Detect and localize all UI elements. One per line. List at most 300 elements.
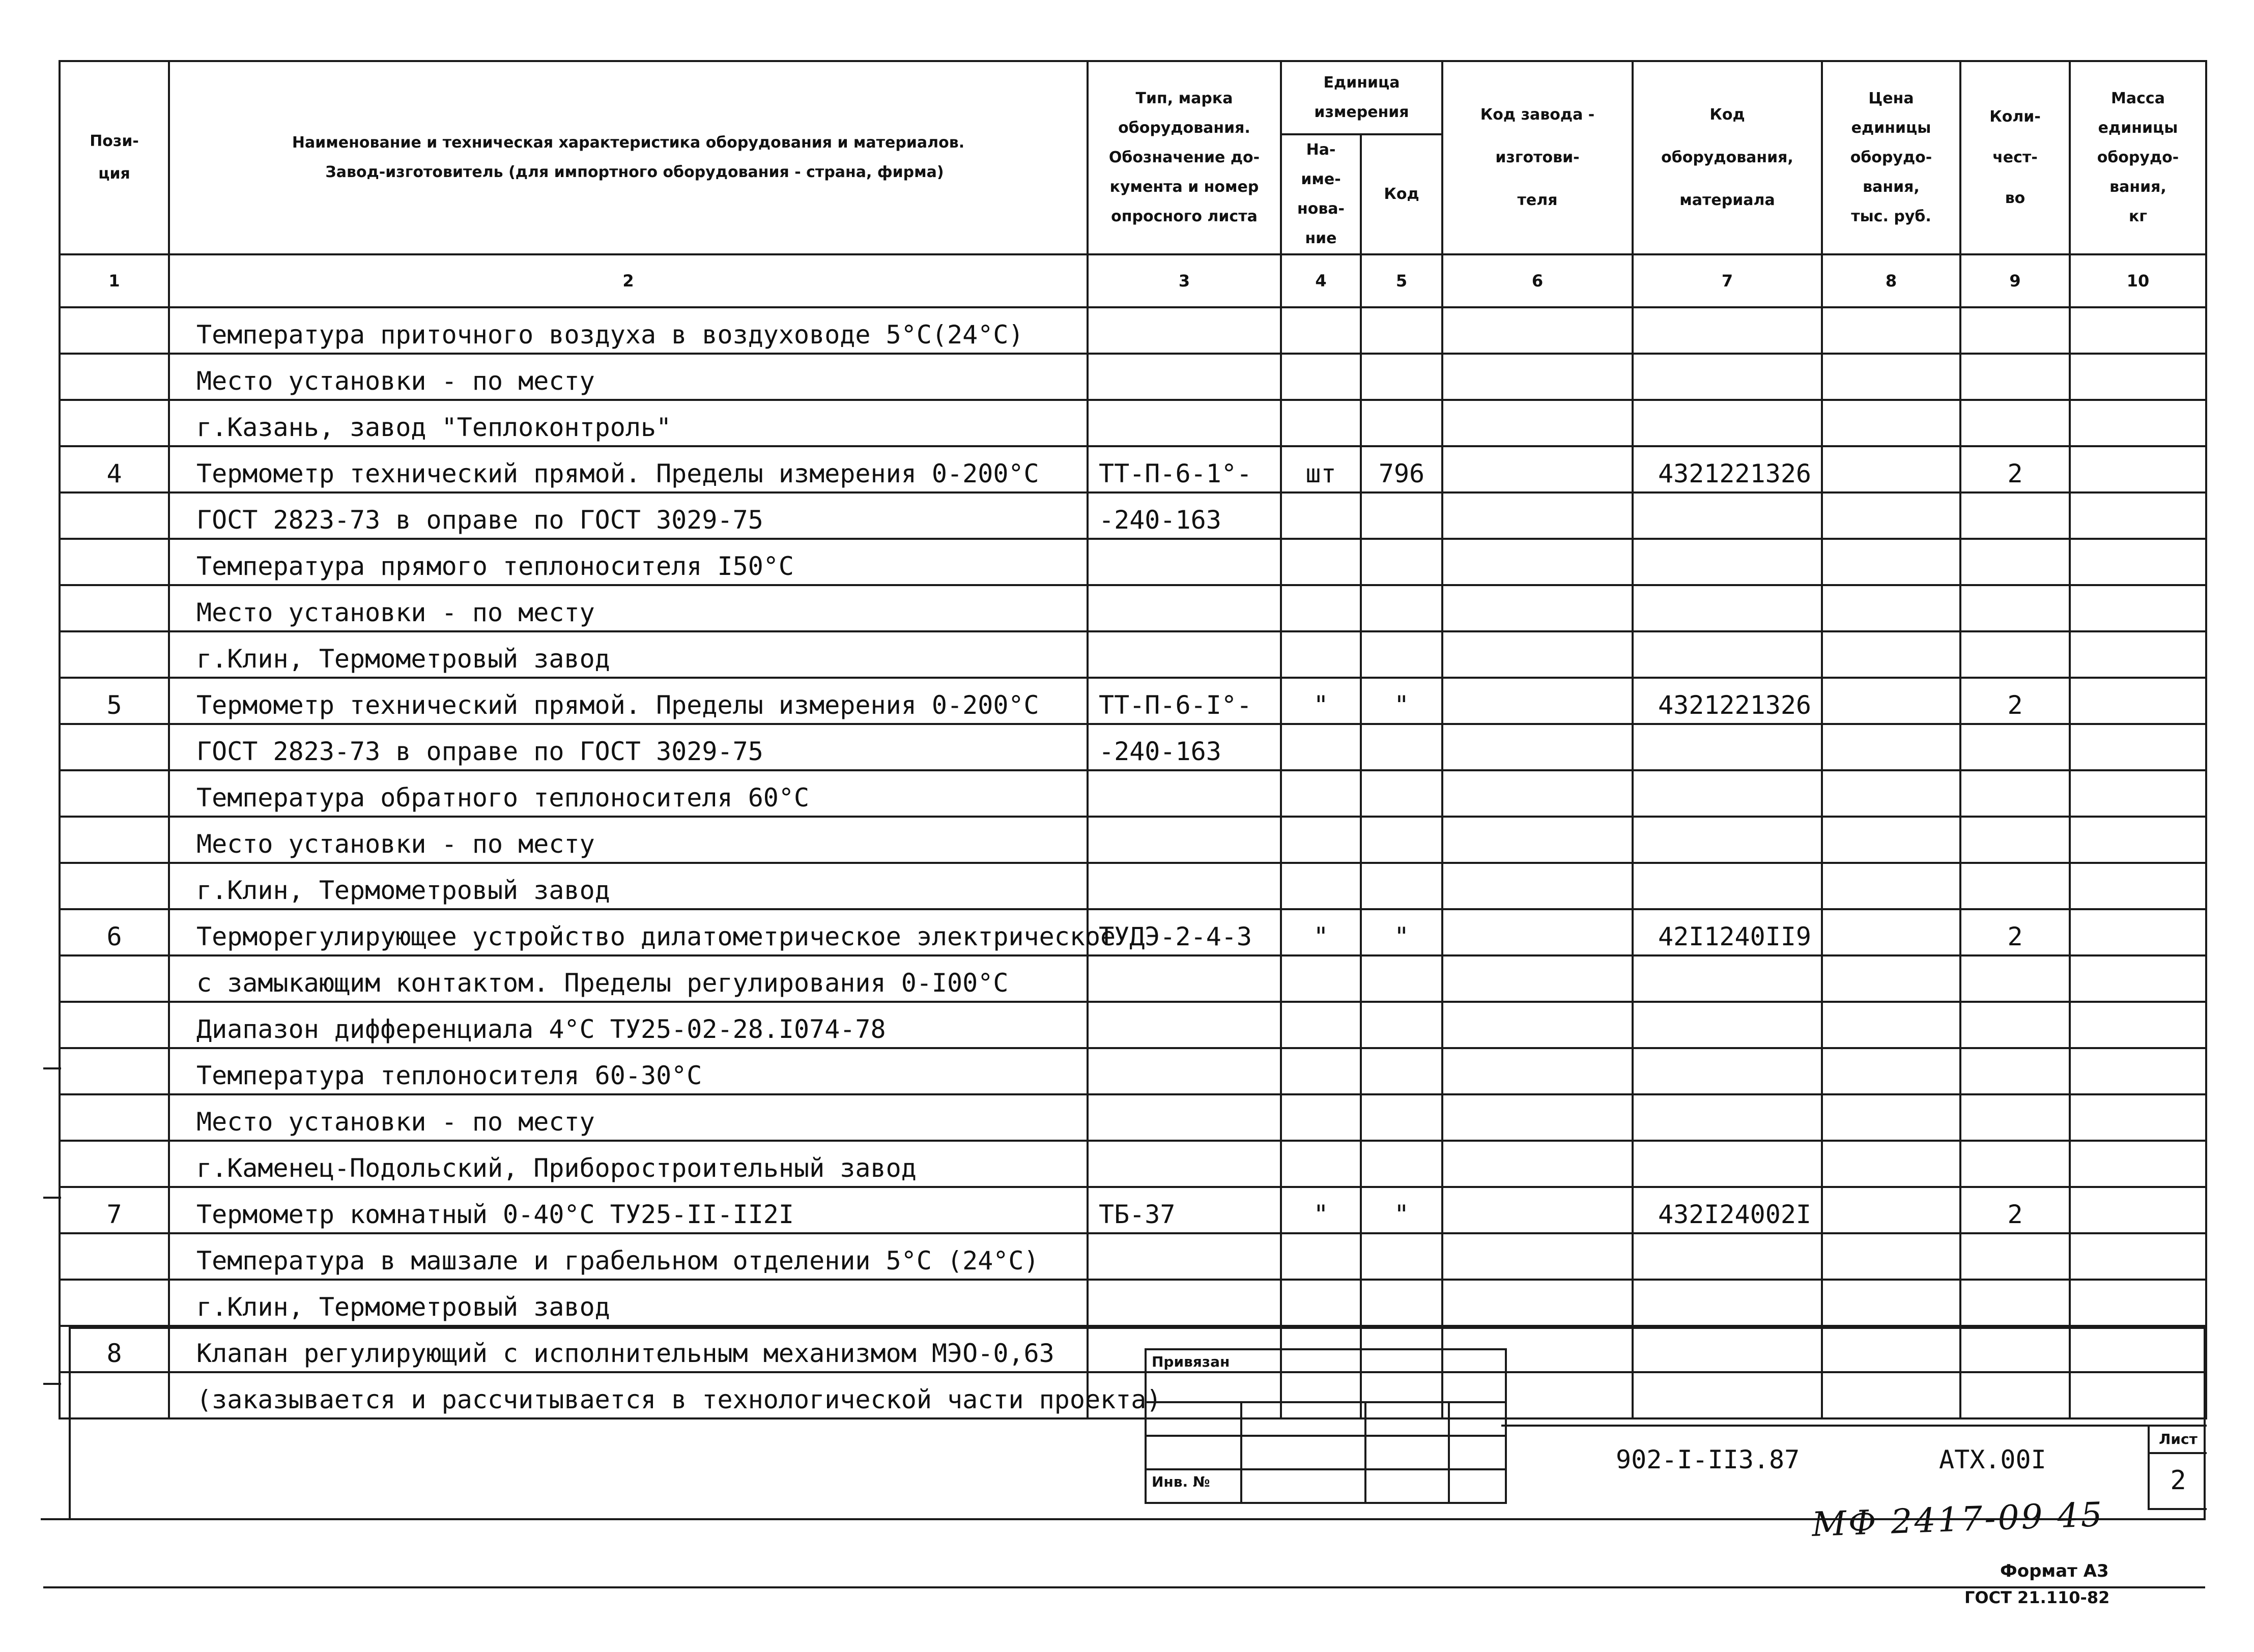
type-cell (1088, 1002, 1281, 1048)
equipment-code-cell (1633, 863, 1822, 909)
sheet-label: Лист (2150, 1427, 2207, 1454)
quantity-cell (1960, 354, 2070, 400)
quantity-cell (1960, 307, 2070, 354)
position-cell: 4 (60, 446, 169, 492)
equipment-code-cell (1633, 1094, 1822, 1141)
unit-name-cell: " (1281, 678, 1361, 724)
table-row (60, 1326, 2206, 1372)
type-cell (1088, 817, 1281, 863)
position-cell (60, 1048, 169, 1094)
quantity-cell (1960, 1372, 2070, 1418)
frame-left-border (69, 1327, 71, 1520)
position-cell: 7 (60, 1187, 169, 1233)
item-name-cell: Место установки - по месту (169, 354, 1088, 400)
item-name-cell: Диапазон дифференциала 4°C ТУ25-02-28.I074-78 (169, 1002, 1088, 1048)
gost-label: ГОСТ 21.110-82 (1964, 1588, 2110, 1607)
maker-code-cell (1442, 307, 1633, 354)
price-cell (1822, 1094, 1960, 1141)
unit-code-cell (1361, 955, 1442, 1002)
position-cell (60, 770, 169, 817)
unit-code-cell (1361, 400, 1442, 446)
item-name-cell: Термометр технический прямой. Пределы измерения 0-200°C (169, 678, 1088, 724)
equipment-code-cell (1633, 1280, 1822, 1326)
unit-name-cell (1281, 1280, 1361, 1326)
item-name-cell: Терморегулирующее устройство дилатометрическое электрическое (169, 909, 1088, 955)
col-position-header: Пози- ция (60, 61, 169, 254)
unit-code-cell (1361, 1280, 1442, 1326)
table-bottom-border (69, 1327, 2205, 1329)
equipment-spec-table (59, 60, 2207, 1419)
quantity-cell (1960, 770, 2070, 817)
column-number: 8 (1822, 254, 1960, 307)
equipment-code-cell (1633, 400, 1822, 446)
project-code: 902-I-II3.87 (1616, 1445, 1800, 1474)
table-row (60, 909, 2206, 955)
unit-name-cell (1281, 1141, 1361, 1187)
position-cell (60, 1141, 169, 1187)
unit-name-cell (1281, 1094, 1361, 1141)
mass-cell (2070, 1280, 2206, 1326)
table-row (60, 1233, 2206, 1280)
item-name-cell: (заказывается и рассчитывается в технологической части проекта) (169, 1372, 1088, 1418)
item-name-cell: Температура обратного теплоносителя 60°C (169, 770, 1088, 817)
item-name-cell: Место установки - по месту (169, 585, 1088, 631)
quantity-cell (1960, 631, 2070, 678)
price-cell (1822, 1372, 1960, 1418)
unit-code-cell: " (1361, 909, 1442, 955)
equipment-code-cell: 4321221326 (1633, 446, 1822, 492)
mass-cell (2070, 307, 2206, 354)
table-row (60, 1094, 2206, 1141)
mass-cell (2070, 1048, 2206, 1094)
quantity-cell (1960, 400, 2070, 446)
table-row (60, 817, 2206, 863)
position-cell (60, 585, 169, 631)
type-cell (1088, 631, 1281, 678)
table-row (60, 1141, 2206, 1187)
col-name-header-line2: Завод-изготовитель (для импортного оборудования - страна, фирма) (325, 163, 944, 181)
col-mass-header: Масса единицы оборудо- вания, кг (2070, 61, 2206, 254)
price-cell (1822, 1326, 1960, 1372)
sheet-number-box (2148, 1425, 2207, 1510)
col-type-header: Тип, марка оборудования. Обозначение до- кумента и номер опросного листа (1088, 61, 1281, 254)
table-row (60, 770, 2206, 817)
maker-code-cell (1442, 631, 1633, 678)
unit-name-cell (1281, 400, 1361, 446)
table-row (60, 955, 2206, 1002)
equipment-code-cell: 432I24002I (1633, 1187, 1822, 1233)
unit-code-cell (1361, 1233, 1442, 1280)
equipment-code-cell (1633, 1233, 1822, 1280)
sheet-number: 2 (2170, 1465, 2186, 1496)
unit-code-cell (1361, 585, 1442, 631)
price-cell (1822, 631, 1960, 678)
col-price-header: Цена единицы оборудо- вания, тыс. руб. (1822, 61, 1960, 254)
unit-name-cell (1281, 354, 1361, 400)
mass-cell (2070, 1233, 2206, 1280)
unit-code-cell (1361, 1048, 1442, 1094)
unit-code-cell (1361, 724, 1442, 770)
item-name-cell: Клапан регулирующий с исполнительным механизмом МЭО-0,63 (169, 1326, 1088, 1372)
unit-code-cell (1361, 539, 1442, 585)
col-quantity-header: Коли- чест- во (1960, 61, 2070, 254)
unit-name-cell (1281, 585, 1361, 631)
quantity-cell: 2 (1960, 1187, 2070, 1233)
col-unit-header: Единица измерения (1281, 61, 1442, 134)
equipment-code-cell (1633, 354, 1822, 400)
item-name-cell: г.Клин, Термометровый завод (169, 863, 1088, 909)
mass-cell (2070, 770, 2206, 817)
spec-table-body (60, 307, 2206, 1418)
quantity-cell (1960, 1002, 2070, 1048)
type-cell (1088, 307, 1281, 354)
column-number: 9 (1960, 254, 2070, 307)
unit-code-cell (1361, 1094, 1442, 1141)
table-row (60, 1048, 2206, 1094)
quantity-cell (1960, 817, 2070, 863)
quantity-cell (1960, 539, 2070, 585)
maker-code-cell (1442, 1094, 1633, 1141)
unit-code-cell (1361, 307, 1442, 354)
column-number: 6 (1442, 254, 1633, 307)
equipment-code-cell (1633, 1372, 1822, 1418)
quantity-cell (1960, 1094, 2070, 1141)
unit-name-cell: " (1281, 909, 1361, 955)
equipment-code-cell (1633, 724, 1822, 770)
unit-name-cell (1281, 817, 1361, 863)
equipment-code-cell (1633, 817, 1822, 863)
price-cell (1822, 1002, 1960, 1048)
maker-code-cell (1442, 863, 1633, 909)
item-name-cell: г.Каменец-Подольский, Приборостроительный завод (169, 1141, 1088, 1187)
table-row (60, 307, 2206, 354)
mass-cell (2070, 354, 2206, 400)
unit-code-cell: " (1361, 1187, 1442, 1233)
quantity-cell (1960, 492, 2070, 539)
type-cell: ТТ-П-6-1°- (1088, 446, 1281, 492)
table-row (60, 1280, 2206, 1326)
document-code: АТХ.00I (1939, 1445, 2046, 1474)
position-cell (60, 400, 169, 446)
unit-code-cell (1361, 1002, 1442, 1048)
type-cell: ТТ-П-6-I°- (1088, 678, 1281, 724)
table-row (60, 446, 2206, 492)
quantity-cell (1960, 955, 2070, 1002)
table-row (60, 1002, 2206, 1048)
unit-name-cell (1281, 631, 1361, 678)
item-name-cell: Температура прямого теплоносителя I50°C (169, 539, 1088, 585)
mass-cell (2070, 817, 2206, 863)
equipment-code-cell (1633, 539, 1822, 585)
price-cell (1822, 817, 1960, 863)
mass-cell (2070, 1187, 2206, 1233)
quantity-cell: 2 (1960, 909, 2070, 955)
mass-cell (2070, 1141, 2206, 1187)
unit-name-cell: " (1281, 1187, 1361, 1233)
position-cell (60, 1094, 169, 1141)
margin-tick (43, 1067, 61, 1069)
maker-code-cell (1442, 446, 1633, 492)
table-row (60, 631, 2206, 678)
table-row (60, 354, 2206, 400)
header-row (60, 61, 2206, 134)
equipment-code-cell: 4321221326 (1633, 678, 1822, 724)
quantity-cell: 2 (1960, 446, 2070, 492)
price-cell (1822, 724, 1960, 770)
unit-code-cell: " (1361, 678, 1442, 724)
unit-name-cell (1281, 1002, 1361, 1048)
mass-cell (2070, 400, 2206, 446)
mass-cell (2070, 631, 2206, 678)
position-cell (60, 724, 169, 770)
type-cell (1088, 1048, 1281, 1094)
type-cell (1088, 863, 1281, 909)
maker-code-cell (1442, 354, 1633, 400)
item-name-cell: г.Клин, Термометровый завод (169, 1280, 1088, 1326)
equipment-code-cell: 42I1240II9 (1633, 909, 1822, 955)
maker-code-cell (1442, 1048, 1633, 1094)
column-number: 2 (169, 254, 1088, 307)
maker-code-cell (1442, 539, 1633, 585)
mass-cell (2070, 724, 2206, 770)
col-equipment-code-header: Код оборудования, материала (1633, 61, 1822, 254)
unit-code-cell (1361, 631, 1442, 678)
type-cell (1088, 585, 1281, 631)
equipment-code-cell (1633, 770, 1822, 817)
price-cell (1822, 955, 1960, 1002)
unit-name-cell (1281, 770, 1361, 817)
unit-name-cell: шт (1281, 446, 1361, 492)
item-name-cell: Температура теплоносителя 60-30°C (169, 1048, 1088, 1094)
price-cell (1822, 1048, 1960, 1094)
inventory-number-label: Инв. № (1146, 1469, 1241, 1503)
maker-code-cell (1442, 492, 1633, 539)
position-cell (60, 1372, 169, 1418)
mass-cell (2070, 863, 2206, 909)
page-bottom-line (43, 1586, 2205, 1588)
unit-code-cell (1361, 817, 1442, 863)
type-cell: -240-163 (1088, 492, 1281, 539)
maker-code-cell (1442, 909, 1633, 955)
maker-code-cell (1442, 400, 1633, 446)
table-row (60, 724, 2206, 770)
col-name-header-line1: Наименование и техническая характеристика оборудования и материалов. (292, 134, 965, 152)
mass-cell (2070, 1326, 2206, 1372)
quantity-cell (1960, 1280, 2070, 1326)
title-block-top-line (1501, 1425, 2148, 1427)
approval-stamp (1145, 1348, 1507, 1504)
equipment-code-cell (1633, 1326, 1822, 1372)
column-number: 3 (1088, 254, 1281, 307)
mass-cell (2070, 955, 2206, 1002)
price-cell (1822, 492, 1960, 539)
price-cell (1822, 1233, 1960, 1280)
price-cell (1822, 307, 1960, 354)
mass-cell (2070, 678, 2206, 724)
position-cell (60, 354, 169, 400)
quantity-cell (1960, 724, 2070, 770)
item-name-cell: г.Клин, Термометровый завод (169, 631, 1088, 678)
item-name-cell: Место установки - по месту (169, 1094, 1088, 1141)
type-cell: ТБ-37 (1088, 1187, 1281, 1233)
position-cell (60, 1280, 169, 1326)
price-cell (1822, 863, 1960, 909)
maker-code-cell (1442, 1280, 1633, 1326)
equipment-code-cell (1633, 307, 1822, 354)
item-name-cell: Температура приточного воздуха в воздуховоде 5°C(24°C) (169, 307, 1088, 354)
position-cell (60, 1002, 169, 1048)
quantity-cell (1960, 1326, 2070, 1372)
mass-cell (2070, 1372, 2206, 1418)
unit-name-cell (1281, 492, 1361, 539)
maker-code-cell (1442, 724, 1633, 770)
type-cell (1088, 539, 1281, 585)
type-cell (1088, 770, 1281, 817)
column-number: 4 (1281, 254, 1361, 307)
column-number-row (60, 254, 2206, 307)
unit-name-cell (1281, 1048, 1361, 1094)
unit-code-cell (1361, 354, 1442, 400)
equipment-code-cell (1633, 1048, 1822, 1094)
unit-name-cell (1281, 724, 1361, 770)
maker-code-cell (1442, 955, 1633, 1002)
type-cell: ТУДЭ-2-4-3 (1088, 909, 1281, 955)
unit-code-cell (1361, 863, 1442, 909)
price-cell (1822, 1187, 1960, 1233)
equipment-code-cell (1633, 585, 1822, 631)
col-unit-code-header: Код (1361, 134, 1442, 254)
quantity-cell (1960, 585, 2070, 631)
unit-code-cell (1361, 1141, 1442, 1187)
price-cell (1822, 400, 1960, 446)
unit-code-cell (1361, 492, 1442, 539)
position-cell (60, 539, 169, 585)
maker-code-cell (1442, 770, 1633, 817)
position-cell (60, 1233, 169, 1280)
position-cell: 5 (60, 678, 169, 724)
table-row (60, 1187, 2206, 1233)
maker-code-cell (1442, 817, 1633, 863)
equipment-code-cell (1633, 955, 1822, 1002)
table-row (60, 1372, 2206, 1418)
equipment-code-cell (1633, 1141, 1822, 1187)
unit-name-cell (1281, 539, 1361, 585)
margin-tick (43, 1383, 61, 1385)
type-cell (1088, 354, 1281, 400)
position-cell (60, 863, 169, 909)
table-row (60, 678, 2206, 724)
quantity-cell (1960, 1233, 2070, 1280)
table-row (60, 585, 2206, 631)
item-name-cell: ГОСТ 2823-73 в оправе по ГОСТ 3029-75 (169, 724, 1088, 770)
mass-cell (2070, 539, 2206, 585)
item-name-cell: Термометр технический прямой. Пределы измерения 0-200°C (169, 446, 1088, 492)
position-cell (60, 631, 169, 678)
equipment-code-cell (1633, 1002, 1822, 1048)
column-number: 5 (1361, 254, 1442, 307)
mass-cell (2070, 585, 2206, 631)
quantity-cell (1960, 1141, 2070, 1187)
price-cell (1822, 909, 1960, 955)
unit-code-cell: 796 (1361, 446, 1442, 492)
col-unit-name-header: На- име- нова- ние (1281, 134, 1361, 254)
price-cell (1822, 1141, 1960, 1187)
position-cell (60, 817, 169, 863)
margin-tick (43, 1197, 61, 1199)
position-cell: 6 (60, 909, 169, 955)
type-cell (1088, 955, 1281, 1002)
maker-code-cell (1442, 1187, 1633, 1233)
position-cell (60, 492, 169, 539)
type-cell: -240-163 (1088, 724, 1281, 770)
price-cell (1822, 585, 1960, 631)
column-number: 7 (1633, 254, 1822, 307)
unit-name-cell (1281, 863, 1361, 909)
type-cell (1088, 1094, 1281, 1141)
maker-code-cell (1442, 1141, 1633, 1187)
col-maker-code-header: Код завода - изготови- теля (1442, 61, 1633, 254)
mass-cell (2070, 1002, 2206, 1048)
item-name-cell: Температура в машзале и грабельном отделении 5°C (24°C) (169, 1233, 1088, 1280)
equipment-code-cell (1633, 631, 1822, 678)
archive-number: МФ 2417-09 45 (1811, 1494, 2105, 1545)
table-row (60, 863, 2206, 909)
quantity-cell (1960, 1048, 2070, 1094)
price-cell (1822, 446, 1960, 492)
item-name-cell: ГОСТ 2823-73 в оправе по ГОСТ 3029-75 (169, 492, 1088, 539)
column-number: 10 (2070, 254, 2206, 307)
type-cell (1088, 400, 1281, 446)
mass-cell (2070, 1094, 2206, 1141)
quantity-cell: 2 (1960, 678, 2070, 724)
unit-name-cell (1281, 1233, 1361, 1280)
price-cell (1822, 770, 1960, 817)
type-cell (1088, 1141, 1281, 1187)
position-cell: 8 (60, 1326, 169, 1372)
maker-code-cell (1442, 1002, 1633, 1048)
item-name-cell: Термометр комнатный 0-40°C ТУ25-II-II2I (169, 1187, 1088, 1233)
unit-code-cell (1361, 770, 1442, 817)
price-cell (1822, 1280, 1960, 1326)
price-cell (1822, 678, 1960, 724)
unit-name-cell (1281, 307, 1361, 354)
column-number: 1 (60, 254, 169, 307)
maker-code-cell (1442, 1233, 1633, 1280)
mass-cell (2070, 492, 2206, 539)
maker-code-cell (1442, 678, 1633, 724)
equipment-code-cell (1633, 492, 1822, 539)
position-cell (60, 307, 169, 354)
price-cell (1822, 539, 1960, 585)
unit-name-cell (1281, 955, 1361, 1002)
table-row (60, 492, 2206, 539)
price-cell (1822, 354, 1960, 400)
bound-label: Привязан (1146, 1349, 1506, 1402)
type-cell (1088, 1280, 1281, 1326)
mass-cell (2070, 446, 2206, 492)
item-name-cell: с замыкающим контактом. Пределы регулирования 0-I00°C (169, 955, 1088, 1002)
mass-cell (2070, 909, 2206, 955)
col-name-header (169, 61, 1088, 254)
table-row (60, 400, 2206, 446)
item-name-cell: г.Казань, завод "Теплоконтроль" (169, 400, 1088, 446)
position-cell (60, 955, 169, 1002)
quantity-cell (1960, 863, 2070, 909)
type-cell (1088, 1233, 1281, 1280)
maker-code-cell (1442, 585, 1633, 631)
format-label: Формат А3 (2000, 1561, 2109, 1581)
item-name-cell: Место установки - по месту (169, 817, 1088, 863)
